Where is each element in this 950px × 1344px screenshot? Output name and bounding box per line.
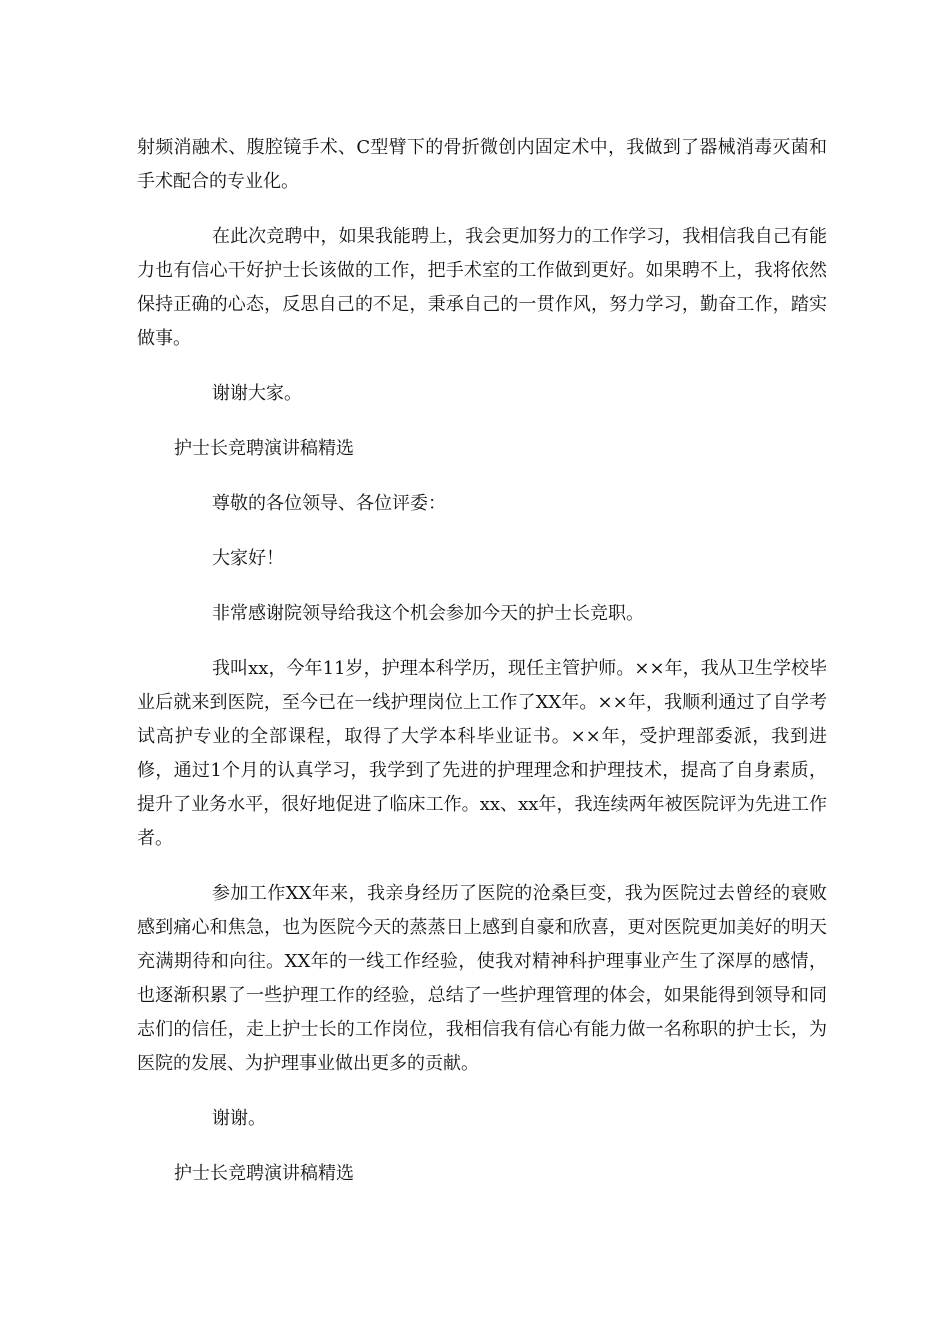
paragraph-greeting: 大家好！ <box>212 548 284 569</box>
paragraph-thanks: 谢谢。 <box>212 1108 266 1129</box>
paragraph-salutation: 尊敬的各位领导、各位评委： <box>212 493 446 514</box>
paragraph-thanks-everyone: 谢谢大家。 <box>212 383 302 404</box>
paragraph-self-introduction: 我叫xx，今年11岁，护理本科学历，现任主管护师。××年，我从卫生学校毕业后就来到医院，至今已在一线护理岗位上工作了XX年。××年，我顺利通过了自学考试高护专业的全部课程，取得了大学本科毕业证书。××年，受护理部委派，我到进修，通过1个月的认真学习，我学到了先进的护理理念和护理技术，提高了自身素质，提升了业务水平，很好地促进了临床工作。xx、xx年，我连续两年被医院评为先进工作者。 <box>137 658 827 849</box>
paragraph-gratitude: 非常感谢院领导给我这个机会参加今天的护士长竞职。 <box>212 603 644 624</box>
document-body <box>137 131 827 1212</box>
paragraph-experience: 参加工作XX年来，我亲身经历了医院的沧桑巨变，我为医院过去曾经的衰败感到痛心和焦急，也为医院今天的蒸蒸日上感到自豪和欣喜，更对医院更加美好的明天充满期待和向往。XX年的一线工作经验，使我对精神科护理事业产生了深厚的感情，也逐渐积累了一些护理工作的经验，总结了一些护理管理的体会，如果能得到领导和同志们的信任，走上护士长的工作岗位，我相信我有信心有能力做一名称职的护士长，为医院的发展、为护理事业做出更多的贡献。 <box>137 883 827 1074</box>
paragraph-competition-commitment: 在此次竞聘中，如果我能聘上，我会更加努力的工作学习，我相信我自己有能力也有信心干好护士长该做的工作，把手术室的工作做到更好。如果聘不上，我将依然保持正确的心态，反思自己的不足，秉承自己的一贯作风，努力学习，勤奋工作，踏实做事。 <box>137 226 827 349</box>
paragraph-continuation: 射频消融术、腹腔镜手术、C型臂下的骨折微创内固定术中，我做到了器械消毒灭菌和手术配合的专业化。 <box>137 137 827 192</box>
section-heading: 护士长竞聘演讲稿精选 <box>174 438 354 459</box>
section-heading: 护士长竞聘演讲稿精选 <box>174 1163 354 1184</box>
